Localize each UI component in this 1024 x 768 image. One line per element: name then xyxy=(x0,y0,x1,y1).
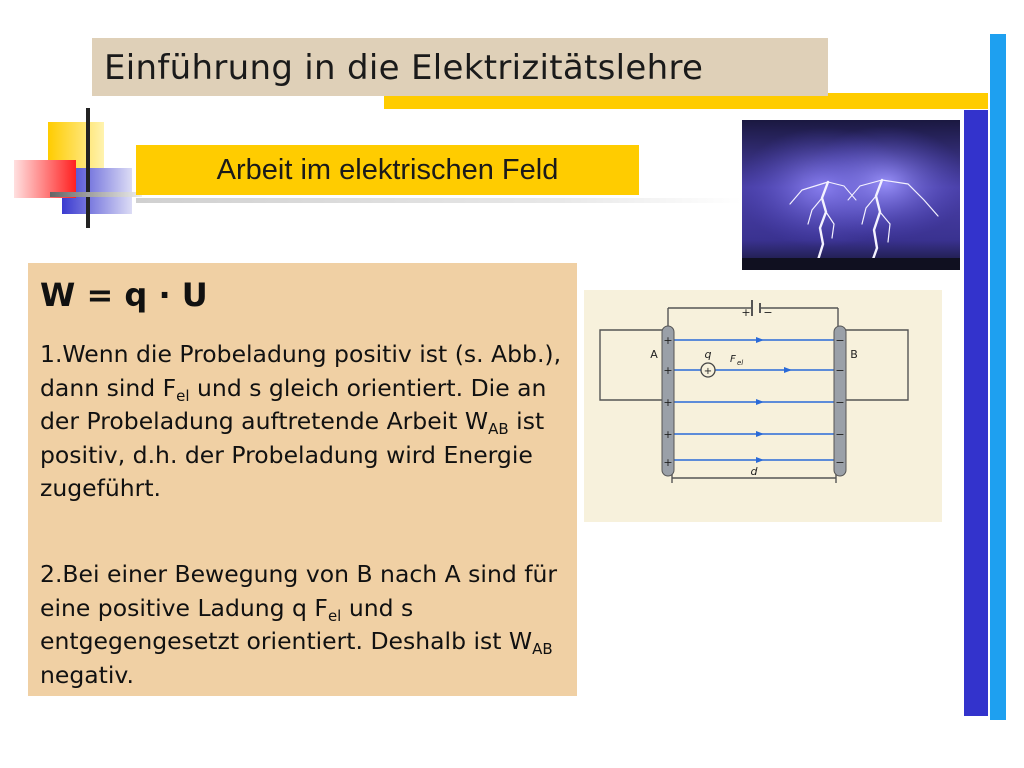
plus-sign: + xyxy=(663,396,673,409)
minus-sign: − xyxy=(835,364,845,377)
plate-label-b: B xyxy=(850,348,858,361)
square-cross-decoration xyxy=(12,108,142,230)
slide-subtitle: Arbeit im elektrischen Feld xyxy=(216,154,559,186)
svg-text:el: el xyxy=(737,359,744,367)
plate-label-a: A xyxy=(650,348,658,361)
lightning-photo xyxy=(742,120,960,270)
plus-sign: + xyxy=(663,456,673,469)
charge-label: q xyxy=(704,348,712,361)
right-accent-bar-dark xyxy=(964,110,988,716)
parallel-plate-capacitor-diagram xyxy=(584,290,942,522)
minus-sign: − xyxy=(835,428,845,441)
battery-plus: + xyxy=(741,306,751,319)
work-formula: W = q · U xyxy=(40,276,208,314)
subtitle-divider xyxy=(136,198,742,203)
distance-label: d xyxy=(750,465,758,478)
right-accent-bar-light xyxy=(990,34,1006,720)
explanation-point-2: 2.Bei einer Bewegung von B nach A sind für eine positive Ladung q $F_{el}$ und s entgegengesetzt orientiert. Deshalb ist $W_{AB}$ negativ. xyxy=(40,560,558,689)
probe-charge-sign: + xyxy=(703,366,713,377)
plus-sign: + xyxy=(663,334,673,347)
explanation-point-1: 1.Wenn die Probeladung positiv ist (s. Abb.), dann sind $F_{el}$ und s gleich orientiert. Die an der Probeladung auftretende Arbeit $W_{AB}$ ist positiv, d.h. der Probeladung wird Energie zugeführt. xyxy=(40,340,562,502)
minus-sign: − xyxy=(835,456,845,469)
battery-minus: − xyxy=(763,306,773,319)
minus-sign: − xyxy=(835,334,845,347)
minus-sign: − xyxy=(835,396,845,409)
slide-title: Einführung in die Elektrizitätslehre xyxy=(104,48,704,88)
plus-sign: + xyxy=(663,428,673,441)
svg-text:F: F xyxy=(730,354,736,365)
plus-sign: + xyxy=(663,364,673,377)
